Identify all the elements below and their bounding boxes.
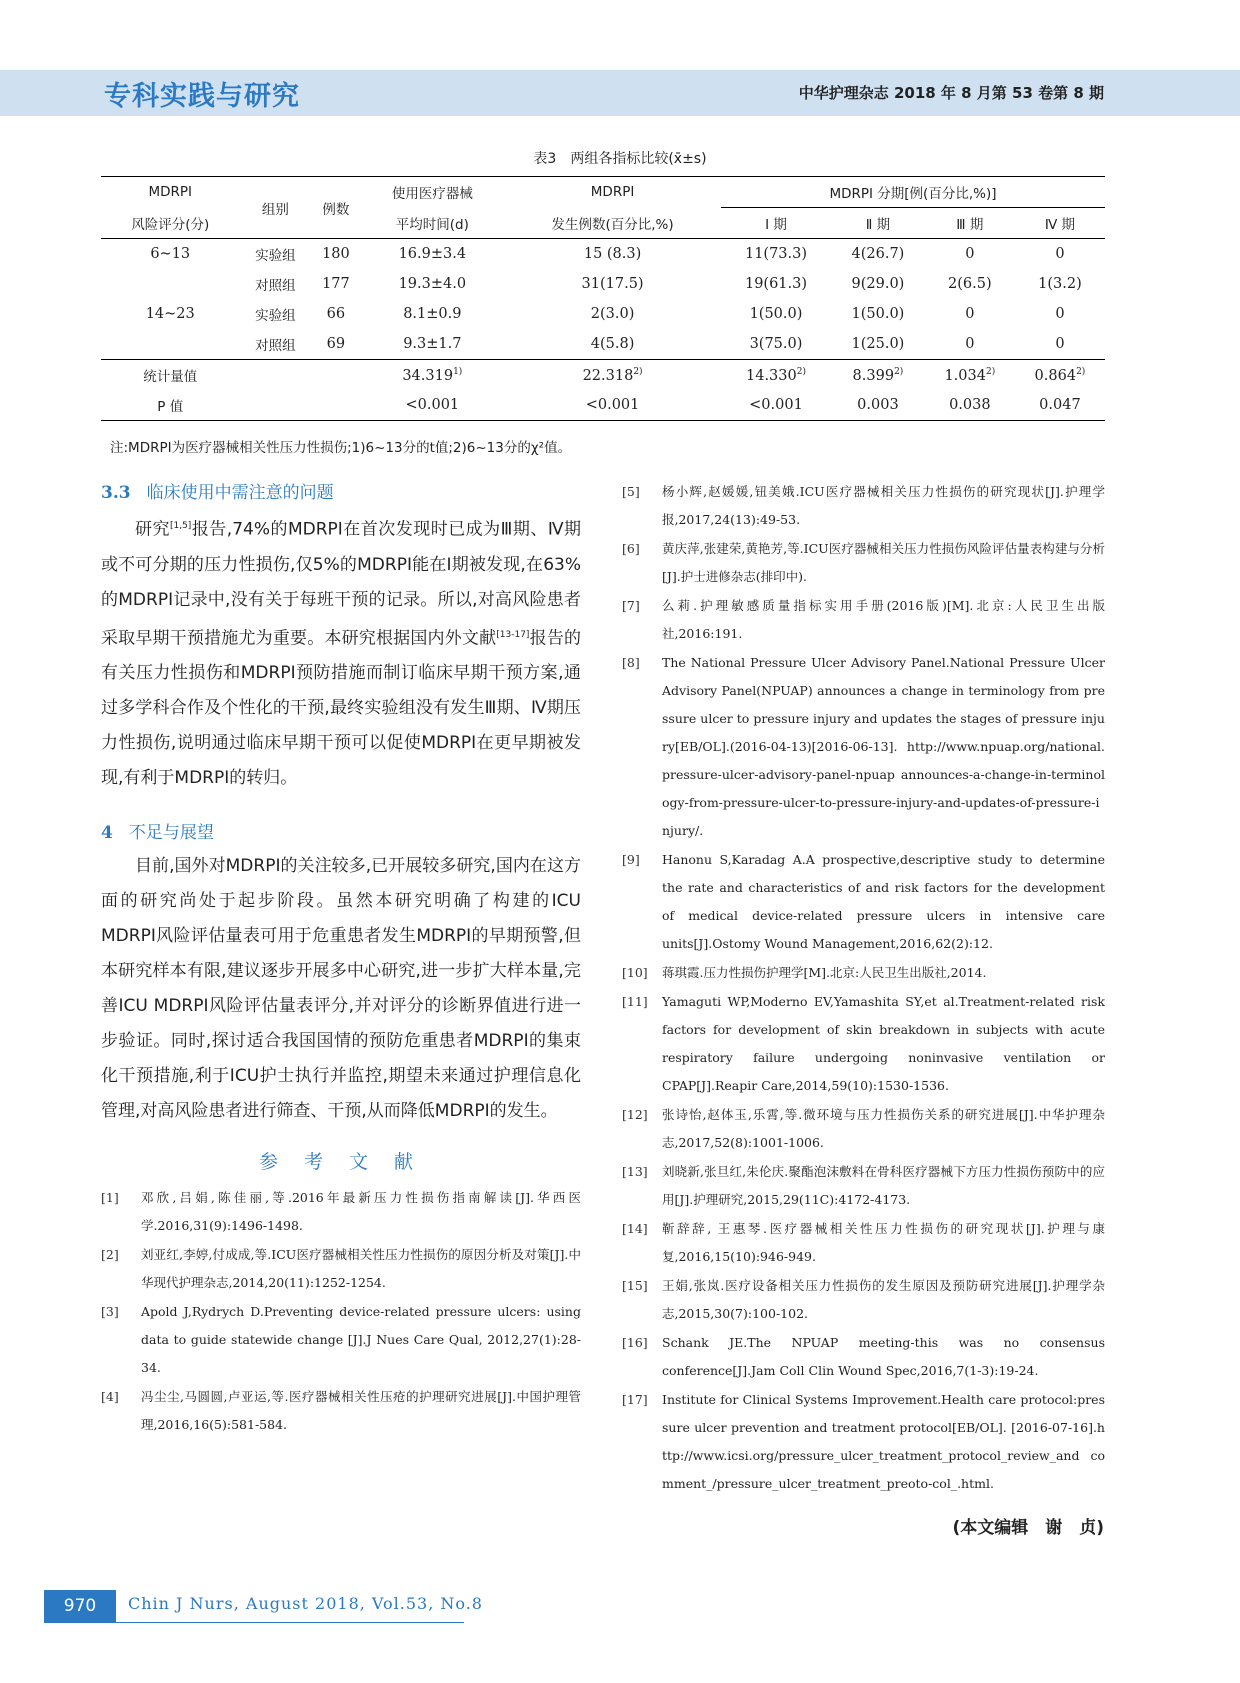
p-label: P 值 [157,399,184,415]
col-occ-a: MDRPI [590,184,635,201]
section-3-3-heading [101,478,581,503]
cell-score: 6~13 [150,246,191,262]
p-s3: 0.038 [949,397,991,413]
cell-occ: 2(3.0) [590,306,635,322]
citation: [13-17] [496,629,530,640]
section-4-heading [101,818,581,843]
cell-s2: 4(26.7) [851,246,905,262]
right-column [622,478,1105,1499]
reference-item: [12] 张诗怡,赵体玉,乐霄,等.微环境与压力性损伤关系的研究进展[J].中华护理杂志,2017,52(8):1001-1006. [622,1107,1105,1150]
table-note: 注:MDRPI为医疗器械相关性压力性损伤;1)6~13分的t值;2)6~13分的χ²值。 [110,440,572,456]
cell-n: 180 [322,246,350,262]
col-score-b: 风险评分(分) [131,216,210,233]
p-s1: <0.001 [749,397,803,413]
stat-s1: 14.330$^{2)}$ [746,366,806,384]
cell-time: 8.1±0.9 [403,306,462,322]
cell-time: 16.9±3.4 [398,246,467,262]
section-4-paragraph: 目前,国外对MDRPI的关注较多,已开展较多研究,国内在这方面的研究尚处于起步阶段。虽然本研究明确了构建的ICU MDRPI风险评估量表可用于危重患者发生MDRPI的早期预警,但本研究样本有限,建议逐步开展多中心研究,进一步扩大样本量,完善ICU MDRPI风险评估量表评分,并对评分的诊断界值进行进一步验证。同时,探讨适合我国国情的预防危重患者MDRPI的集束化干预措施,利于ICU护士执行并监控,期望未来通过护理信息化管理,对高风险患者进行筛查、干预,从而降低MDRPI的发生。 [101,856,581,1122]
left-column [101,478,581,1440]
col-score-a: MDRPI [148,184,193,201]
cell-s2: 9(29.0) [851,276,905,292]
reference-item: [4] 冯尘尘,马圆圆,卢亚运,等.医疗器械相关性压疮的护理研究进展[J].中国护理管理,2016,16(5):581-584. [101,1389,581,1433]
cell-s4: 0 [1055,306,1065,322]
cell-s4: 1(3.2) [1038,276,1082,292]
footer-citation: Chin J Nurs, August 2018, Vol.53, No.8 [128,1594,483,1613]
col-time-a: 使用医疗器械 [391,186,473,203]
p-s2: 0.003 [857,397,899,413]
cell-score: 14~23 [145,306,195,322]
stat-s4: 0.864$^{2)}$ [1034,366,1086,384]
cell-score [101,269,239,299]
reference-item: [7] 么莉.护理敏感质量指标实用手册(2016版)[M].北京:人民卫生出版社,2016:191. [622,598,1105,641]
reference-item: [3] Apold J,Rydrych D.Preventing device-related pressure ulcers: using data to guide statewide change [J].J Nues Care Qual, 2012,27(1):28-34. [101,1304,581,1376]
col-group: 组别 [261,201,289,218]
col-occ-b: 发生例数(百分比,%) [551,216,674,233]
reference-item: [8] The National Pressure Ulcer Advisory Panel.National Pressure Ulcer Advisory Panel(NPUAP) announces a change in terminology from pressure ulcer to pressure injury and updates the stages of pressure injury[EB/OL].(2016-04-13)[2016-06-13]. http://www.npuap.org/national.pressure-ulcer-advisory-panel-npuap announces-a-change-in-terminology-from-pressure-ulcer-to-pressure-injury-and-updates-of-pressure-injury/. [622,655,1105,838]
cell-s1: 1(50.0) [749,306,803,322]
table-3 [101,176,1105,421]
cell-s1: 11(73.3) [744,246,808,262]
cell-time: 9.3±1.7 [403,336,462,352]
references-heading: 参 考 文 献 [258,1151,424,1174]
reference-item: [14] 靳辞辞, 王惠琴.医疗器械相关性压力性损伤的研究现状[J].护理与康复,2016,15(10):946-949. [622,1221,1105,1264]
cell-group: 对照组 [255,278,296,294]
reference-item: [10] 蒋琪霞.压力性损伤护理学[M].北京:人民卫生出版社,2014. [622,965,987,980]
cell-n: 177 [322,276,350,292]
table-title: 表3 两组各指标比较(x̄±s) [533,151,707,167]
col-n: 例数 [322,201,350,218]
cell-s3: 0 [965,306,975,322]
cell-s4: 0 [1055,336,1065,352]
reference-item: [11] Yamaguti WP,Moderno EV,Yamashita SY,et al.Treatment-related risk factors for development of skin breakdown in subjects with acute respiratory failure undergoing noninvasive ventilation or CPAP[J].Reapir Care,2014,59(10):1530-1536. [622,994,1105,1093]
cell-group: 实验组 [255,308,296,324]
col-time-b: 平均时间(d) [395,216,469,233]
section-number: 3.3 [101,483,131,503]
cell-s3: 0 [965,246,975,262]
editor-credit: (本文编辑 谢 贞) [952,1518,1104,1538]
stat-row [101,360,1105,391]
section-title: 专科实践与研究 [104,81,300,112]
section-title: 临床使用中需注意的问题 [146,483,334,503]
journal-issue: 中华护理杂志 2018 年 8 月第 53 卷第 8 期 [798,84,1104,102]
p-occ: <0.001 [585,397,640,413]
section-3-3-paragraph: 研究[1,5]报告,74%的MDRPI在首次发现时已成为Ⅲ期、Ⅳ期或不可分期的压力性损伤,仅5%的MDRPI能在Ⅰ期被发现,在63%的MDRPI记录中,没有关于每班干预的记录。所以,对高风险患者采取早期干预措施尤为重要。本研究根据国内外文献[13-17]报告的有关压力性损伤和MDRPI预防措施而制订临床早期干预方案,通过多学科合作及个性化的干预,最终实验组没有发生Ⅲ期、Ⅳ期压力性损伤,说明通过临床早期干预可以促使MDRPI在更早期被发现,有利于MDRPI的转归。 [101,519,582,789]
cell-s1: 19(61.3) [744,276,808,292]
section-number: 4 [101,823,113,844]
col-stage-1: Ⅰ 期 [765,217,787,233]
cell-occ: 15 (8.3) [583,246,642,262]
col-stage-3: Ⅲ 期 [956,217,984,233]
cell-s3: 0 [965,336,975,352]
stat-s3: 1.034$^{2)}$ [944,366,996,384]
citation: [1,5] [169,521,192,531]
reference-item: [15] 王娟,张岚.医疗设备相关压力性损伤的发生原因及预防研究进展[J].护理学杂志,2015,30(7):100-102. [622,1278,1105,1321]
cell-group: 实验组 [255,248,296,264]
stat-time: 34.319$^{1)}$ [402,366,463,384]
cell-score [101,329,239,360]
table-row [101,239,1105,270]
table-row [101,329,1105,360]
reference-item: [6] 黄庆萍,张建荣,黄艳芳,等.ICU医疗器械相关压力性损伤风险评估量表构建与分析[J].护士进修杂志(排印中). [622,541,1105,584]
references-left [101,1184,581,1439]
cell-time: 19.3±4.0 [398,276,467,292]
cell-occ: 4(5.8) [590,336,635,352]
cell-n: 69 [326,336,346,352]
p-s4: 0.047 [1039,397,1081,413]
stat-s2: 8.399$^{2)}$ [852,366,904,384]
cell-s2: 1(50.0) [851,306,905,322]
cell-occ: 31(17.5) [581,276,644,292]
col-stage-2: Ⅱ 期 [865,217,891,233]
stat-label: 统计量值 [143,369,198,385]
reference-item: [5] 杨小辉,赵媛媛,钮美娥.ICU医疗器械相关压力性损伤的研究现状[J].护理学报,2017,24(13):49-53. [622,484,1105,527]
col-stage-group: MDRPI 分期[例(百分比,%)] [721,177,1105,208]
cell-group: 对照组 [255,338,296,354]
p-time: <0.001 [405,397,460,413]
reference-item: [2] 刘亚红,李婷,付成成,等.ICU医疗器械相关性压力性损伤的原因分析及对策[J].中华现代护理杂志,2014,20(11):1252-1254. [101,1247,581,1291]
col-stage-4: Ⅳ 期 [1044,217,1076,233]
cell-s3: 2(6.5) [948,276,992,292]
reference-item: [13] 刘晓新,张旦红,朱伦庆.聚酯泡沫敷料在骨科医疗器械下方压力性损伤预防中的应用[J].护理研究,2015,29(11C):4172-4173. [622,1164,1105,1207]
reference-item: [16] Schank JE.The NPUAP meeting-this was no consensus conference[J].Jam Coll Clin Wound Spec,2016,7(1-3):19-24. [622,1335,1105,1378]
section-title: 不足与展望 [128,823,214,844]
cell-n: 66 [326,306,346,322]
cell-s1: 3(75.0) [749,336,803,352]
reference-item: [9] Hanonu S,Karadag A.A prospective,descriptive study to determine the rate and characteristics of and risk factors for the development of medical device-related pressure ulcers in intensive care units[J].Ostomy Wound Management,2016,62(2):12. [622,852,1105,951]
stat-occ: 22.318$^{2)}$ [582,366,643,384]
p-row [101,390,1105,421]
table-row [101,299,1105,329]
reference-item: [17] Institute for Clinical Systems Improvement.Health care protocol:pressure ulcer prevention and treatment protocol[EB/OL]. [2016-07-16].http://www.icsi.org/pressure_ulcer_treatment_protocol_review_and comment_/pressure_ulcer_treatment_preoto-col_.html. [622,1392,1105,1491]
page-number: 970 [44,1590,116,1622]
cell-s4: 0 [1055,246,1065,262]
table-row [101,269,1105,299]
cell-s2: 1(25.0) [851,336,905,352]
reference-item: [1] 邓欣,吕娟,陈佳丽,等.2016年最新压力性损伤指南解读[J].华西医学.2016,31(9):1496-1498. [101,1190,581,1234]
